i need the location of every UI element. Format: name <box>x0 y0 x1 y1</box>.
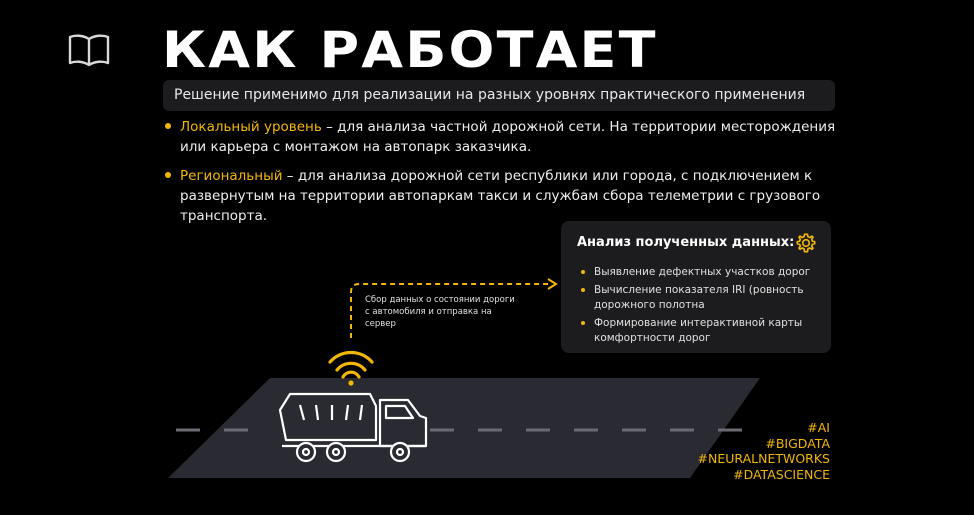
bullet-dot <box>581 321 585 325</box>
data-collection-label <box>365 294 525 330</box>
analysis-card-title: Анализ полученных данных: <box>577 235 795 250</box>
bullet-highlight: Локальный уровень <box>180 119 322 135</box>
hashtag: #AI <box>807 420 830 435</box>
road <box>168 378 760 478</box>
analysis-list <box>581 265 817 349</box>
gear-icon <box>795 232 817 254</box>
bullet-dot <box>581 270 585 274</box>
bullet-highlight: Региональный <box>180 168 283 184</box>
analysis-card <box>561 221 831 353</box>
hashtags <box>698 420 830 482</box>
arrow-head <box>548 279 556 289</box>
analysis-item <box>581 283 817 313</box>
subtitle-text: Решение применимо для реализации на разных уровнях практического применения <box>174 87 806 103</box>
analysis-item-text: Выявление дефектных участков дорог <box>594 266 811 278</box>
data-collection-label-line: Сбор данных о состоянии дороги <box>365 295 515 305</box>
analysis-item <box>581 316 817 346</box>
bullet-text: – для анализа дорожной сети республики или города, с подключением к развернутым на территории автопаркам такси и службам сбора телеметрии с грузового транспорта. <box>180 168 821 224</box>
hashtag: #NEURALNETWORKS <box>697 451 830 466</box>
analysis-item <box>581 265 817 280</box>
page-title: КАК РАБОТАЕТ <box>162 21 658 79</box>
analysis-item-text: Вычисление показателя IRI (ровность дорожного полотна <box>594 284 804 311</box>
bullet-dot <box>581 288 585 292</box>
data-collection-label-line: с автомобиля и отправка на сервер <box>365 307 492 329</box>
hashtag: #BIGDATA <box>765 435 830 451</box>
analysis-item-text: Формирование интерактивной карты комфортности дорог <box>594 317 803 344</box>
bullet-text: – для анализа частной дорожной сети. На территории месторождения или карьера с монтажом на автопарк заказчика. <box>180 119 836 155</box>
hashtag: #DATASCIENCE <box>733 466 830 482</box>
